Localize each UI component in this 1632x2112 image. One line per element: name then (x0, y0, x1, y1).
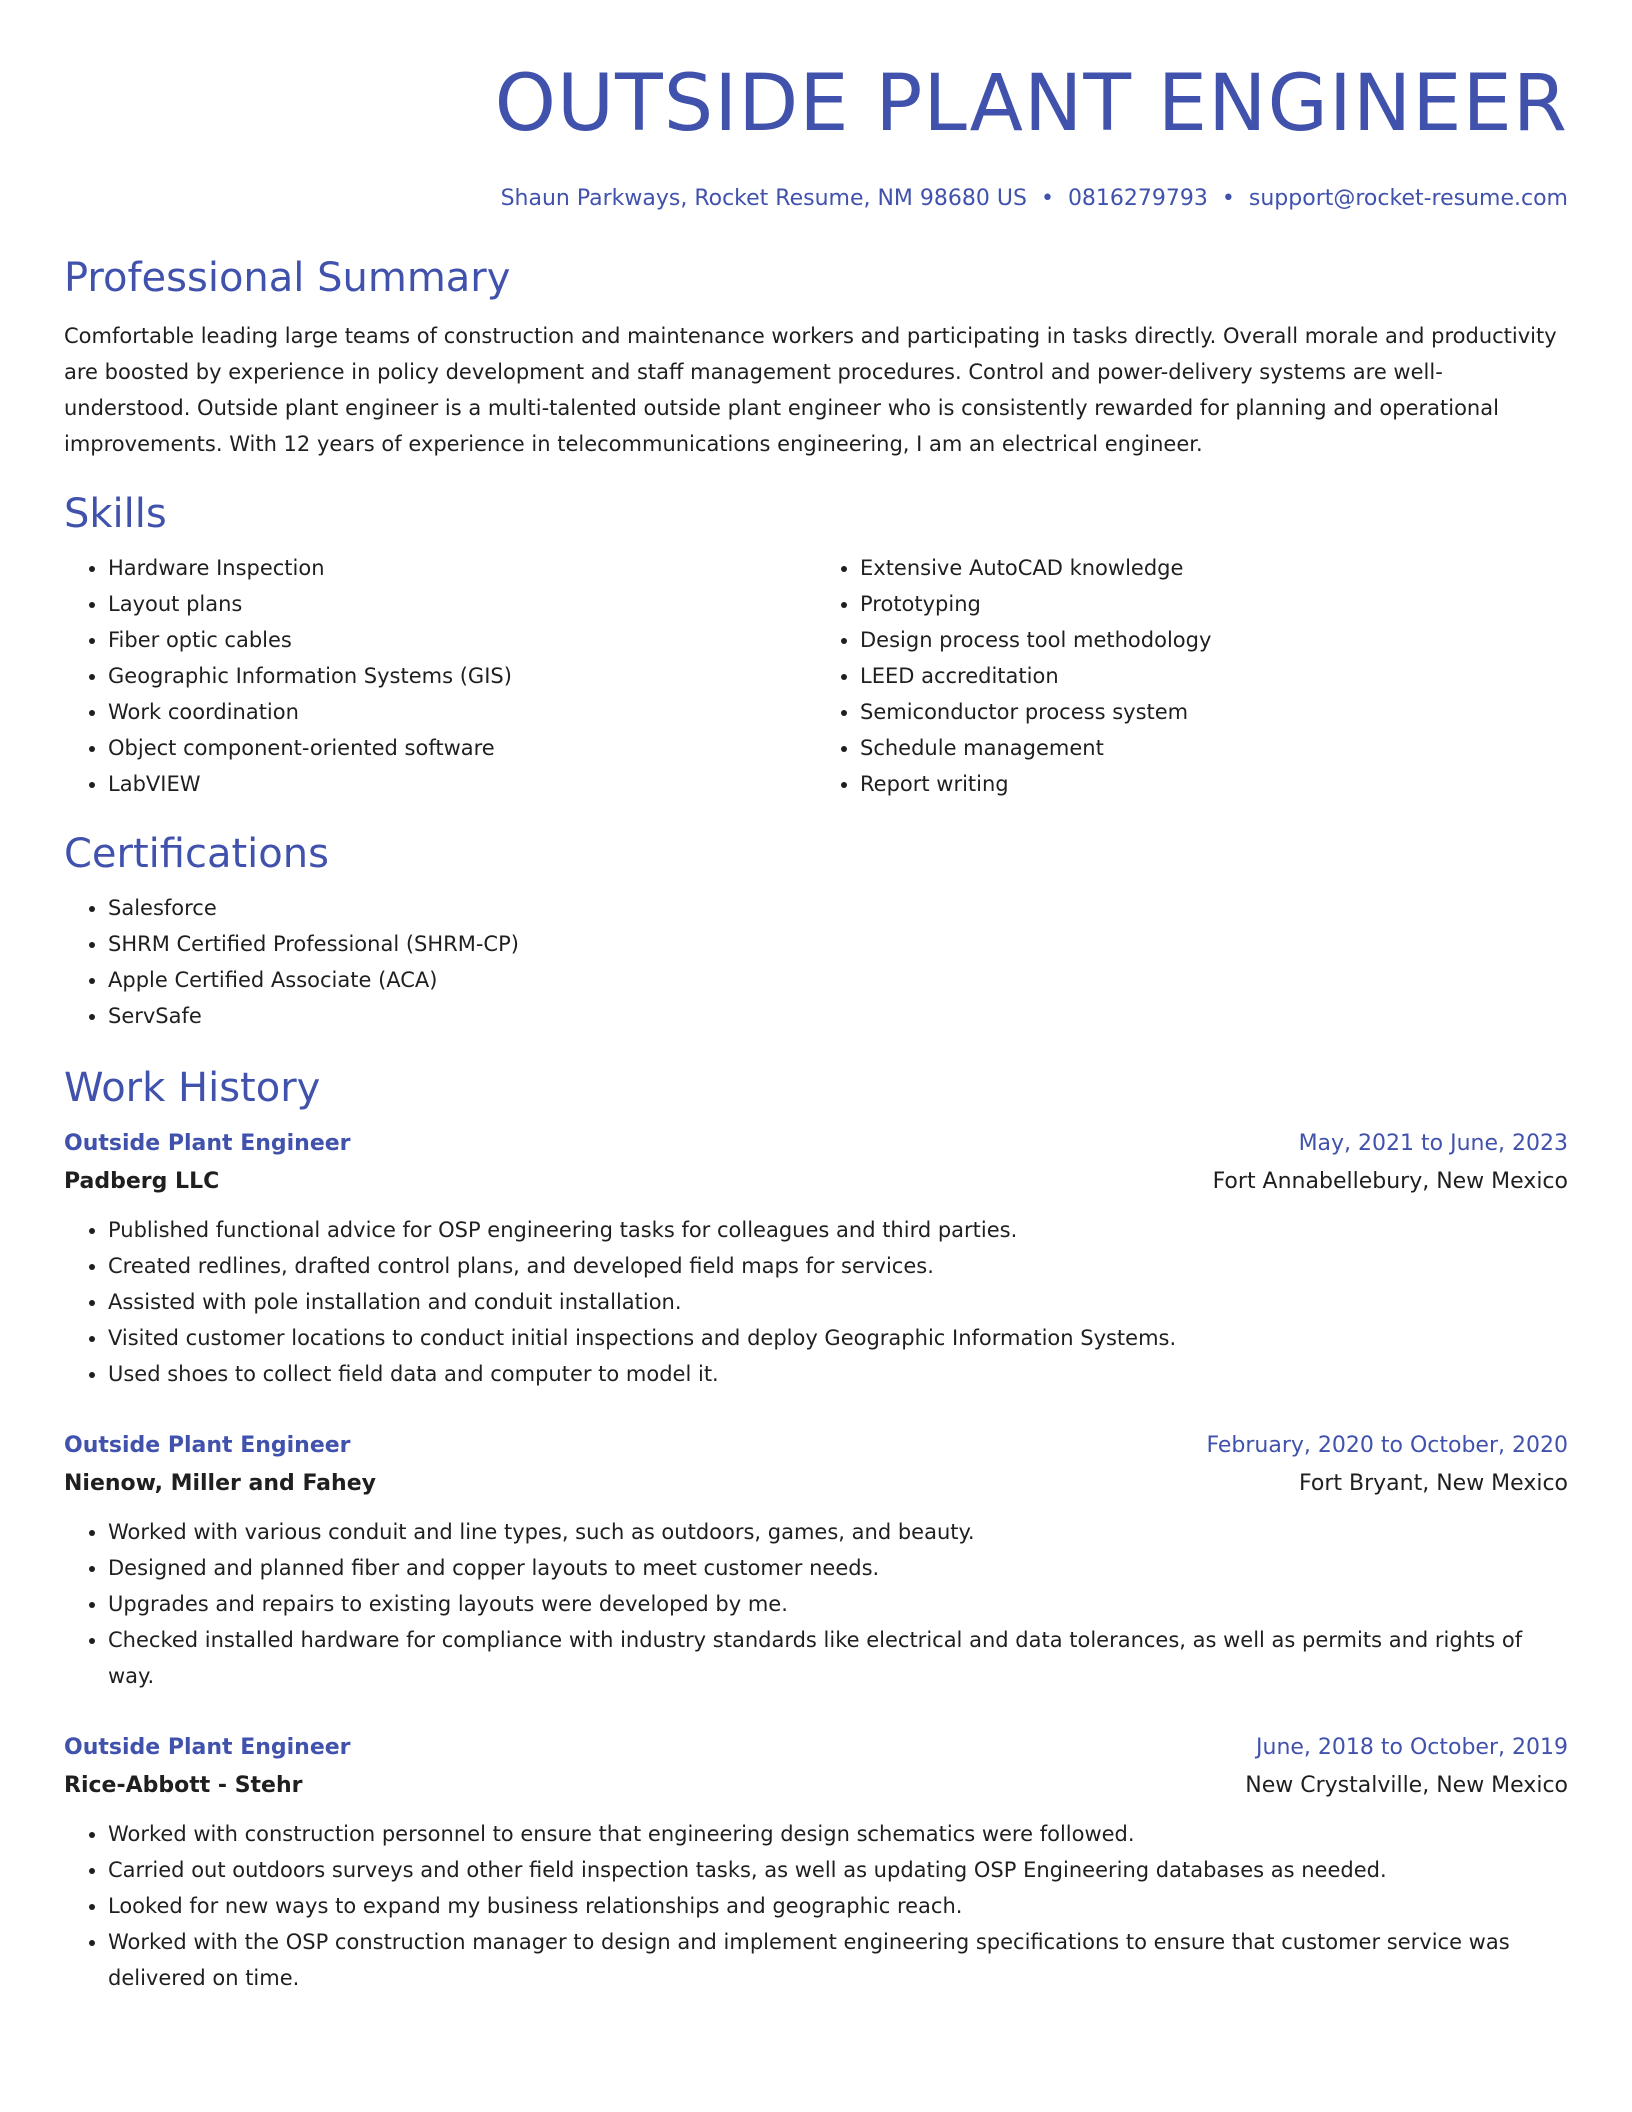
skill-item: • Hardware Inspection (108, 550, 816, 586)
job-bullets (64, 1514, 1568, 1694)
skills-list-right (816, 550, 1568, 802)
job-bullet: • Looked for new ways to expand my business relationships and geographic reach. (108, 1888, 1568, 1924)
job-bullet: • Created redlines, drafted control plans, and developed field maps for services. (108, 1248, 1568, 1284)
job-company: Nienow, Miller and Fahey (64, 1471, 376, 1496)
job-bullets (64, 1212, 1568, 1392)
job-dates: June, 2018 to October, 2019 (1256, 1735, 1568, 1760)
job-title: Outside Plant Engineer (64, 1735, 351, 1760)
contact-phone: 0816279793 (1067, 186, 1208, 211)
job-bullet: • Worked with various conduit and line types, such as outdoors, games, and beauty. (108, 1514, 1568, 1550)
job-header-row (64, 1428, 1568, 1464)
job-company-row (64, 1162, 1568, 1202)
job-bullet: • Worked with construction personnel to ensure that engineering design schematics were followed. (108, 1816, 1568, 1852)
certifications-heading: Certifications (64, 831, 329, 877)
contact-address: Shaun Parkways, Rocket Resume, NM 98680 US (500, 186, 1027, 211)
skill-item: • Prototyping (860, 586, 1568, 622)
certification-item: • Salesforce (108, 890, 1568, 926)
resume-title: OUTSIDE PLANT ENGINEER (494, 59, 1568, 149)
skills-list-left (64, 550, 816, 802)
contact-separator: • (1040, 186, 1054, 211)
contact-separator: • (1221, 186, 1235, 211)
job-bullet: • Assisted with pole installation and conduit installation. (108, 1284, 1568, 1320)
job-title: Outside Plant Engineer (64, 1131, 351, 1156)
certification-item: • Apple Certified Associate (ACA) (108, 962, 1568, 998)
skills-columns (64, 538, 1568, 802)
skill-item: • Design process tool methodology (860, 622, 1568, 658)
skill-item: • LabVIEW (108, 766, 816, 802)
job-company: Padberg LLC (64, 1169, 220, 1194)
job-dates: February, 2020 to October, 2020 (1206, 1433, 1568, 1458)
job-bullet: • Upgrades and repairs to existing layouts were developed by me. (108, 1586, 1568, 1622)
contact-email: support@rocket-resume.com (1248, 186, 1568, 211)
skill-item: • LEED accreditation (860, 658, 1568, 694)
summary-heading: Professional Summary (64, 255, 511, 301)
job-bullet: • Designed and planned fiber and copper layouts to meet customer needs. (108, 1550, 1568, 1586)
job-header-row (64, 1730, 1568, 1766)
certifications-list (64, 890, 1568, 1034)
job-entry (64, 1126, 1568, 1392)
summary-text: Comfortable leading large teams of construction and maintenance workers and participating in tasks directly. Overall morale and productivity are boosted by experience in policy development and staff management procedures. Control and power-delivery systems are well-understood. Outside plant engineer is a multi-talented outside plant engineer who is consistently rewarded for planning and operational improvements. With 12 years of experience in telecommunications engineering, I am an electrical engineer. (64, 324, 1557, 456)
skill-item: • Report writing (860, 766, 1568, 802)
job-company-row (64, 1766, 1568, 1806)
skill-item: • Geographic Information Systems (GIS) (108, 658, 816, 694)
skill-item: • Layout plans (108, 586, 816, 622)
job-title: Outside Plant Engineer (64, 1433, 351, 1458)
skill-item: • Extensive AutoCAD knowledge (860, 550, 1568, 586)
job-location: New Crystalville, New Mexico (1245, 1773, 1568, 1798)
job-location: Fort Annabellebury, New Mexico (1212, 1169, 1568, 1194)
job-bullet: • Published functional advice for OSP engineering tasks for colleagues and third parties. (108, 1212, 1568, 1248)
job-location: Fort Bryant, New Mexico (1299, 1471, 1568, 1496)
skill-item: • Schedule management (860, 730, 1568, 766)
certification-item: • ServSafe (108, 998, 1568, 1034)
job-bullet: • Visited customer locations to conduct initial inspections and deploy Geographic Information Systems. (108, 1320, 1568, 1356)
skill-item: • Semiconductor process system (860, 694, 1568, 730)
job-entry (64, 1428, 1568, 1694)
job-bullet: • Worked with the OSP construction manager to design and implement engineering specifications to ensure that customer service was delivered on time. (108, 1924, 1568, 1996)
skill-item: • Work coordination (108, 694, 816, 730)
job-bullet: • Used shoes to collect field data and computer to model it. (108, 1356, 1568, 1392)
job-company-row (64, 1464, 1568, 1504)
job-header-row (64, 1126, 1568, 1162)
skill-item: • Object component-oriented software (108, 730, 816, 766)
job-company: Rice-Abbott - Stehr (64, 1773, 303, 1798)
job-dates: May, 2021 to June, 2023 (1298, 1131, 1568, 1156)
skill-item: • Fiber optic cables (108, 622, 816, 658)
job-entry (64, 1730, 1568, 1996)
job-bullets (64, 1816, 1568, 1996)
skills-heading: Skills (64, 491, 167, 537)
work-history-heading: Work History (64, 1065, 321, 1111)
job-bullet: • Carried out outdoors surveys and other field inspection tasks, as well as updating OSP Engineering databases as needed. (108, 1852, 1568, 1888)
certification-item: • SHRM Certified Professional (SHRM-CP) (108, 926, 1568, 962)
job-bullet: • Checked installed hardware for compliance with industry standards like electrical and data tolerances, as well as permits and rights of way. (108, 1622, 1568, 1694)
contact-line (64, 184, 1568, 214)
